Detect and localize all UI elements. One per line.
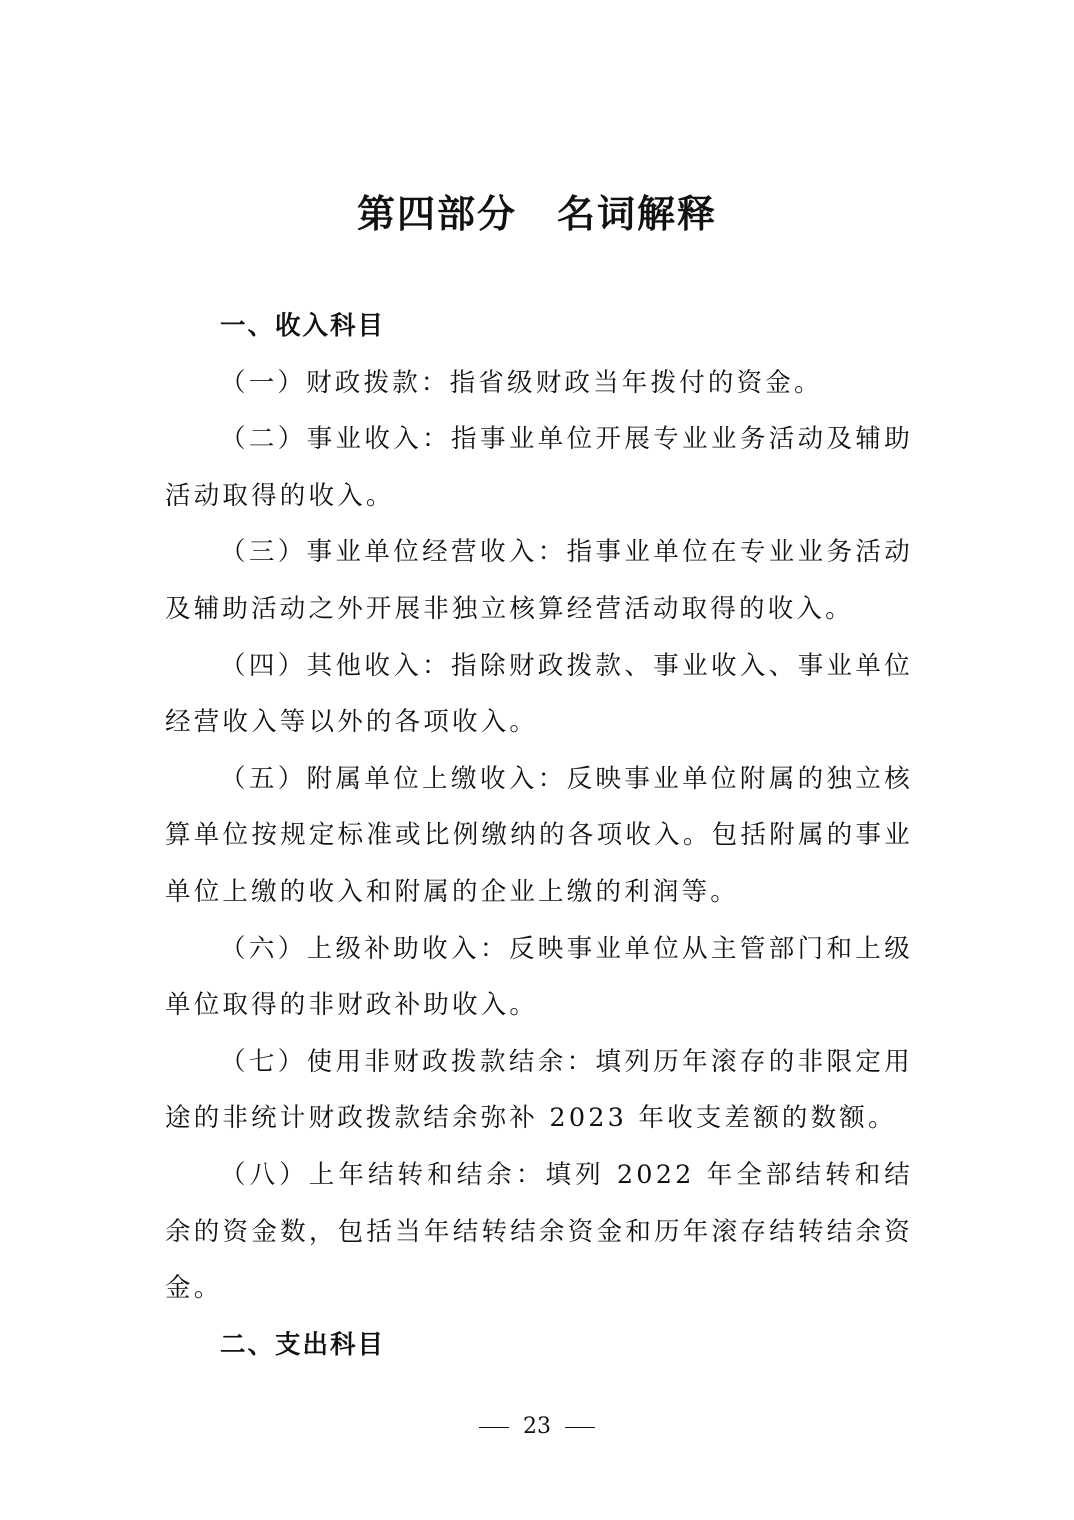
paragraph-fiscal-appropriation: （一）财政拨款：指省级财政当年拨付的资金。	[220, 367, 823, 398]
paragraph-non-fiscal-balance: （七）使用非财政拨款结余：填列历年滚存的非限定用途的非统计财政拨款结余弥补 2023 年收支差额的数额。	[165, 1046, 913, 1134]
paragraph-prior-year-carryover: （八）上年结转和结余：填列 2022 年全部结转和结余的资金数，包括当年结转结余资金和历年滚存结转结余资金。	[165, 1159, 913, 1304]
page-footer	[0, 1410, 1074, 1444]
footer-dash-left	[479, 1427, 509, 1428]
page-number: 23	[523, 1414, 551, 1439]
paragraph-operating-income: （三）事业单位经营收入：指事业单位在专业业务活动及辅助活动之外开展非独立核算经营活动取得的收入。	[165, 537, 913, 624]
paragraph-other-income: （四）其他收入：指除财政拨款、事业收入、事业单位经营收入等以外的各项收入。	[165, 650, 913, 738]
document-body	[165, 298, 913, 1373]
page-title: 第四部分 名词解释	[356, 192, 717, 236]
paragraph-subsidiary-income: （五）附属单位上缴收入：反映事业单位附属的独立核算单位按规定标准或比例缴纳的各项收入。包括附属的事业单位上缴的收入和附属的企业上缴的利润等。	[165, 763, 913, 907]
paragraph-business-income: （二）事业收入：指事业单位开展专业业务活动及辅助活动取得的收入。	[165, 424, 913, 511]
section-heading-expenditure: 二、支出科目	[220, 1329, 386, 1360]
section-heading-income: 一、收入科目	[220, 311, 386, 341]
footer-dash-right	[565, 1427, 595, 1428]
paragraph-superior-subsidy: （六）上级补助收入：反映事业单位从主管部门和上级单位取得的非财政补助收入。	[165, 933, 913, 1021]
